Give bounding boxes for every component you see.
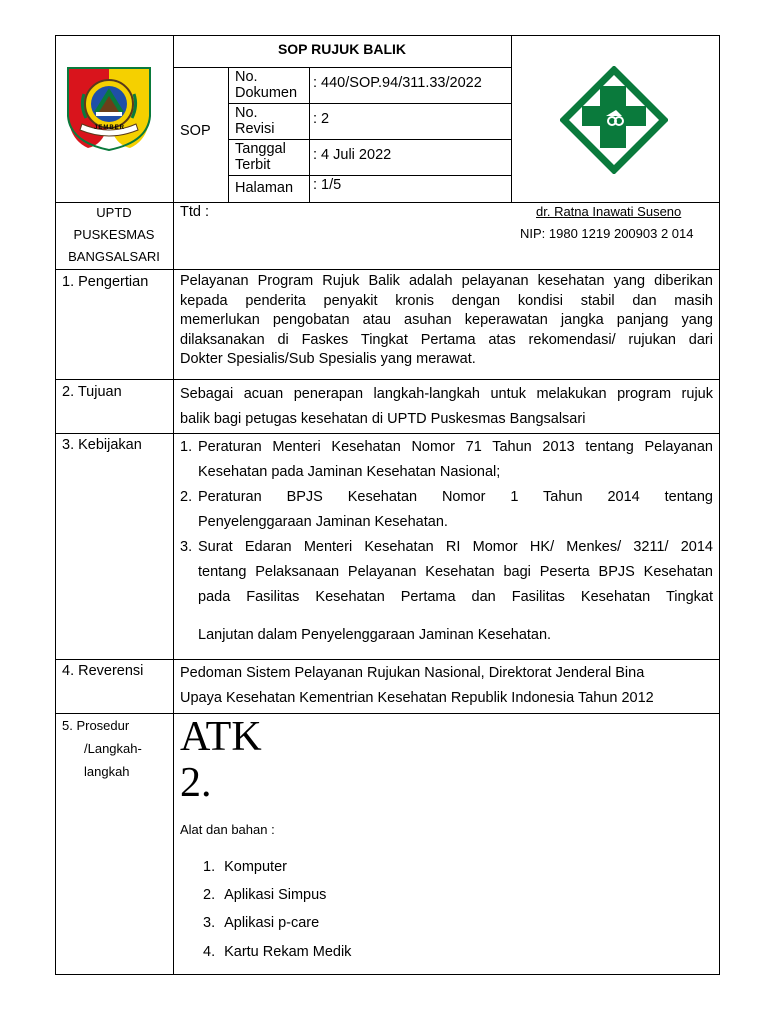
tujuan-text: Sebagai acuan penerapan langkah-langkah untuk melakukan program rujuk balik bagi petugas kesehatan di UPTD Puskesmas Bangsalsari — [180, 386, 713, 427]
alat-item: 2. Aplikasi Simpus — [203, 887, 327, 903]
row-line-1 — [228, 103, 511, 104]
signer-name: dr. Ratna Inawati Suseno — [536, 204, 682, 219]
kebijakan-item: 2. Peraturan BPJS Kesehatan Nomor 1 Tahun 2014 tentang Penyelenggaraan Jaminan Kesehatan. — [180, 489, 713, 530]
jember-logo — [66, 66, 152, 152]
alat-item: 3. Aplikasi p-care — [203, 915, 320, 931]
no-dokumen-label: No. Dokumen — [235, 69, 298, 101]
table-bottom-border — [55, 974, 720, 975]
pengertian-label: 1. Pengertian — [62, 274, 149, 290]
no-revisi-value: : 2 — [313, 111, 330, 127]
org-name: UPTD PUSKESMAS BANGSALSARI — [68, 205, 160, 264]
puskesmas-logo — [560, 66, 668, 174]
reverensi-text: Pedoman Sistem Pelayanan Rujukan Nasional, Direktorat Jenderal Bina Upaya Kesehatan Kementrian Kesehatan Republik Indonesia Tahun 2012 — [180, 665, 654, 706]
pengertian-text: Pelayanan Program Rujuk Balik adalah pelayanan kesehatan yang diberikan kepada penderita penyakit kronis dengan kondisi stabil dan masih memerlukan pengobatan atau asuhan keperawatan jangka panjang yang dilaksanakan di Faskes Tingkat Pertama atas rekomendasi/ rujukan dari Dokter Spesialis/Sub Spesialis yang merawat. — [180, 273, 713, 367]
kebijakan-list — [180, 435, 713, 648]
kebijakan-label: 3. Kebijakan — [62, 437, 142, 453]
label-col-divider — [309, 67, 310, 202]
table-left-border — [55, 35, 56, 975]
tujuan-label: 2. Tujuan — [62, 384, 122, 400]
tujuan-top-line — [55, 379, 720, 380]
sop-label: SOP — [180, 123, 211, 139]
ttd-label: Ttd : — [180, 204, 210, 220]
reverensi-label: 4. Reverensi — [62, 663, 144, 679]
tanggal-terbit-label: Tanggal Terbit — [235, 141, 286, 173]
tanggal-terbit-value: : 4 Juli 2022 — [313, 147, 392, 163]
pengertian-top-line — [55, 269, 720, 270]
document-title: SOP RUJUK BALIK — [277, 41, 407, 57]
halaman-label: Halaman — [235, 180, 294, 196]
prosedur-top-line — [55, 713, 720, 714]
halaman-value: : 1/5 — [313, 177, 342, 193]
alat-item: 4. Kartu Rekam Medik — [203, 944, 352, 960]
kebijakan-item: 3. Surat Edaran Menteri Kesehatan RI Momor HK/ Menkes/ 3211/ 2014 tentang Pelaksanaan Pelayanan Kesehatan bagi Peserta BPJS Kesehatan pada Fasilitas Kesehatan Pertama dan Fasilitas Kesehatan Tingkat Lanjutan dalam Penyelenggaraan Jaminan Kesehatan. — [180, 539, 713, 643]
reverensi-top-line — [55, 659, 720, 660]
table-top-border — [55, 35, 720, 36]
alat-item: 1. Komputer — [203, 859, 287, 875]
row-line-3 — [228, 175, 511, 176]
sop-col-divider — [228, 67, 229, 202]
no-dokumen-value: : 440/SOP.94/311.33/2022 — [313, 75, 482, 91]
prosedur-label: 5. Prosedur /Langkah- langkah — [62, 718, 142, 779]
kebijakan-top-line — [55, 433, 720, 434]
signer-nip: NIP: 1980 1219 200903 2 014 — [520, 226, 694, 241]
jember-logo-text: JEMBER — [94, 125, 126, 131]
header-right-divider — [511, 35, 512, 202]
no-revisi-label: No. Revisi — [235, 105, 275, 137]
row-line-2 — [228, 139, 511, 140]
kebijakan-item: 1. Peraturan Menteri Kesehatan Nomor 71 Tahun 2013 tentang Pelayanan Kesehatan pada Jaminan Kesehatan Nasional; — [180, 439, 713, 480]
alat-label: Alat dan bahan : — [180, 822, 275, 837]
table-right-border — [719, 35, 720, 975]
header-col-divider — [173, 35, 174, 975]
prosedur-heading: ATK 2. — [180, 714, 262, 806]
title-bottom-line — [173, 67, 511, 68]
